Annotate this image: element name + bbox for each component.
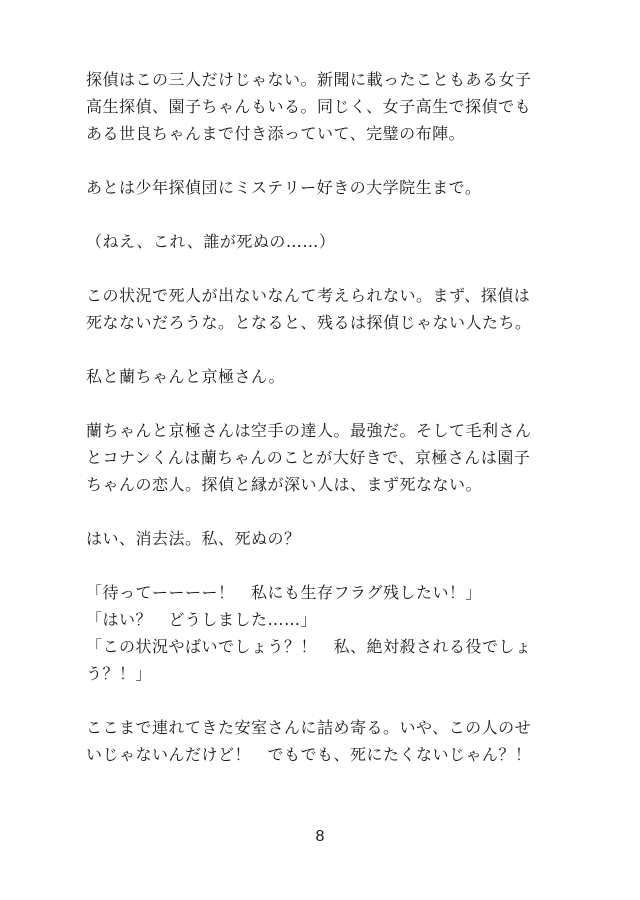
- paragraph: [86, 525, 566, 552]
- paragraph: [86, 363, 566, 390]
- text-line: あとは少年探偵団にミステリー好きの大学院生まで。: [86, 178, 482, 197]
- text-line: （ねえ、これ、誰が死ぬの……）: [86, 232, 336, 251]
- paragraph: [86, 714, 566, 768]
- text-line: はい、消去法。私、死ぬの？: [86, 529, 301, 548]
- text-line: この状況で死人が出ないなんて考えられない。まず、探偵は: [86, 286, 531, 305]
- text-line: 探偵はこの三人だけじゃない。新聞に載ったこともある女子: [86, 70, 532, 89]
- text-line: 死なないだろうな。となると、残るは探偵じゃない人たち。: [86, 313, 532, 332]
- text-line: 高生探偵、園子ちゃんもいる。同じく、女子高生で探偵でも: [86, 97, 532, 116]
- text-line: 「待ってーーーー！ 私にも生存フラグ残したい！」: [86, 583, 483, 602]
- paragraph: [86, 228, 566, 255]
- paragraph: [86, 282, 566, 336]
- paragraph: [86, 417, 566, 498]
- text-line: とコナンくんは蘭ちゃんのことが大好きで、京極さんは園子: [86, 448, 531, 467]
- text-line: ここまで連れてきた安室さんに詰め寄る。いや、この人のせ: [86, 718, 532, 737]
- body-text: [86, 66, 566, 795]
- text-line: ちゃんの恋人。探偵と縁が深い人は、まず死なない。: [86, 475, 483, 494]
- text-line: ある世良ちゃんまで付き添っていて、完璧の布陣。: [86, 124, 466, 143]
- text-line: う？！」: [86, 664, 153, 683]
- paragraph: [86, 579, 566, 687]
- paragraph: [86, 66, 566, 147]
- text-line: 「この状況やばいでしょう？！ 私、絶対殺される役でしょ: [86, 637, 532, 656]
- text-line: 私と蘭ちゃんと京極さん。: [86, 367, 285, 386]
- page-number: 8: [315, 828, 325, 845]
- text-line: 「はい？ どうしました……」: [86, 610, 318, 629]
- paragraph: [86, 174, 566, 201]
- text-line: いじゃないんだけど！ でもでも、死にたくないじゃん？！: [86, 745, 532, 764]
- text-line: 蘭ちゃんと京極さんは空手の達人。最強だ。そして毛利さん: [86, 421, 532, 440]
